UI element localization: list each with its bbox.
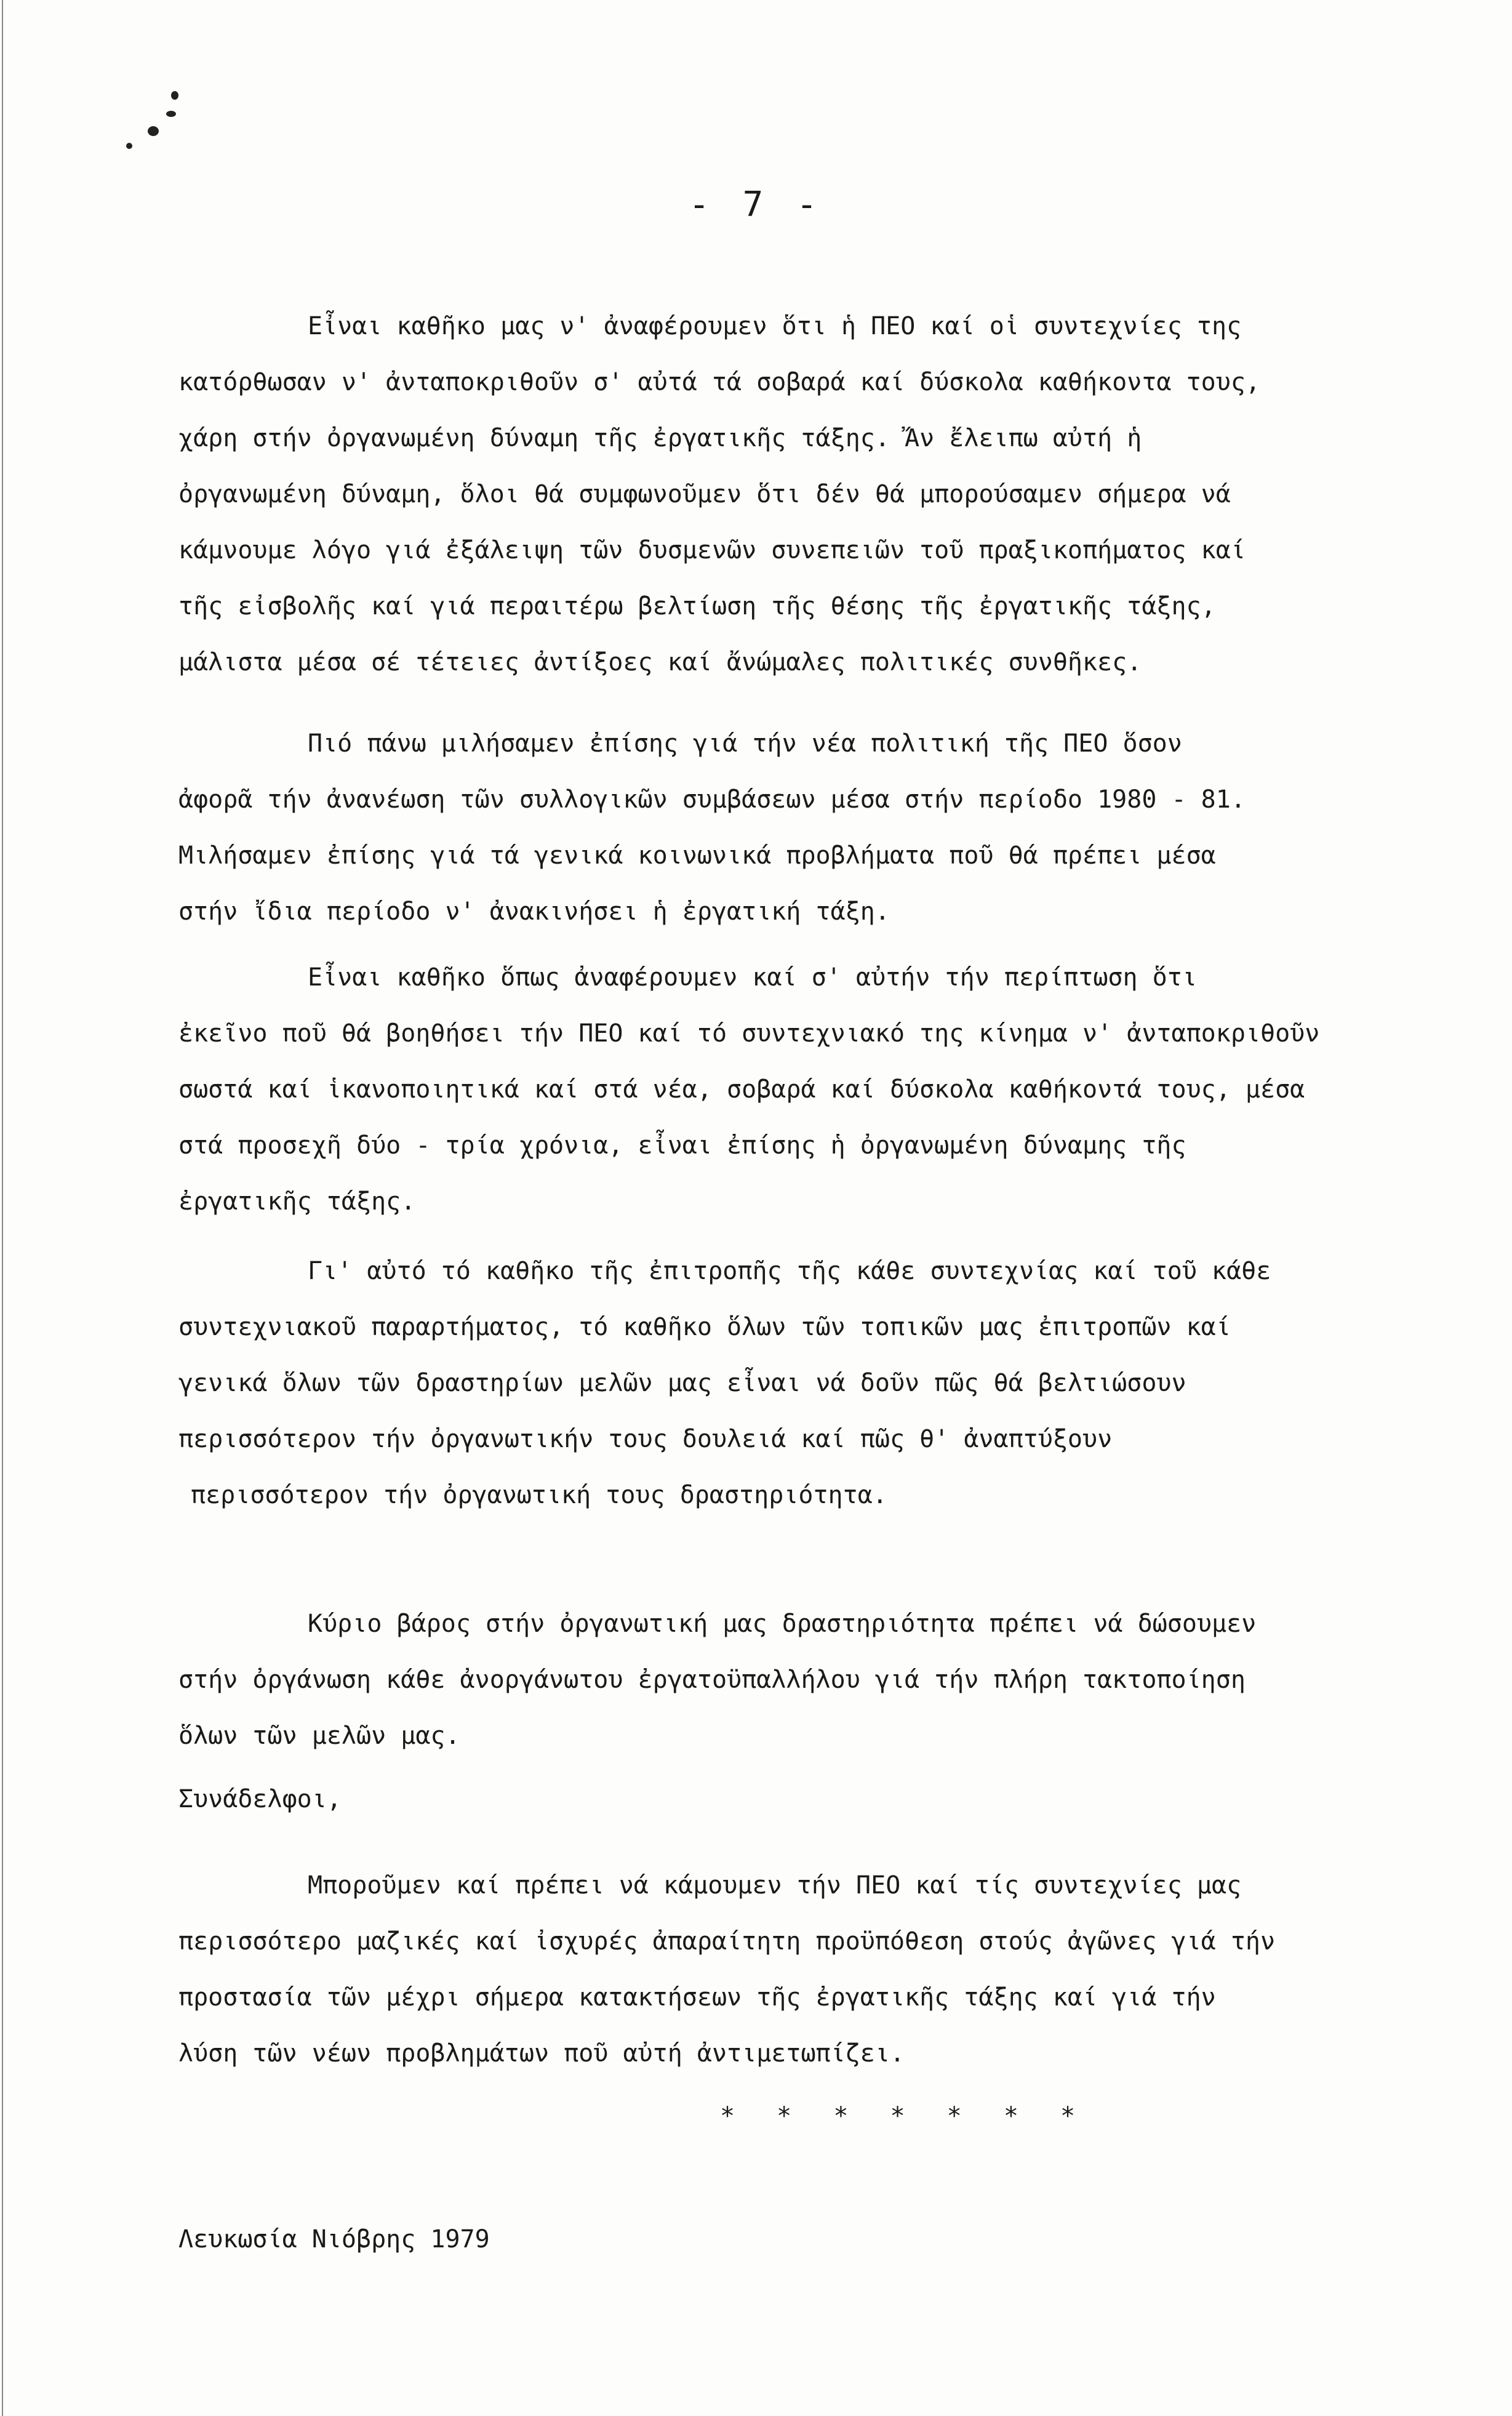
paragraph-5 [178, 1596, 1256, 1764]
text-line: Κύριο βάρος στήν ὀργανωτική μας δραστηριότητα πρέπει νά δώσουμεν [308, 1610, 1257, 1638]
text-line: σωστά καί ἱκανοποιητικά καί στά νέα, σοβαρά καί δύσκολα καθήκοντά τους, μέσα [178, 1075, 1305, 1104]
text-line: λύση τῶν νέων προβλημάτων ποῦ αὐτή ἀντιμετωπίζει. [178, 2039, 905, 2068]
text-line: γενικά ὅλων τῶν δραστηρίων μελῶν μας εἶναι νά δοῦν πῶς θά βελτιώσουν [178, 1369, 1186, 1397]
text-line: στήν ἴδια περίοδο ν' ἀνακινήσει ἡ ἐργατική τάξη. [178, 897, 890, 926]
text-line: χάρη στήν ὀργανωμένη δύναμη τῆς ἐργατικῆς τάξης. Ἄν ἔλειπω αὐτή ἡ [178, 424, 1142, 452]
page-number: - 7 - [689, 185, 823, 225]
text-line: κάμνουμε λόγο γιά ἐξάλειψη τῶν δυσμενῶν συνεπειῶν τοῦ πραξικοπήματος καί [178, 536, 1246, 564]
text-line: Γι' αὐτό τό καθῆκο τῆς ἐπιτροπῆς τῆς κάθε συντεχνίας καί τοῦ κάθε [308, 1257, 1271, 1285]
text-line: ἐργατικῆς τάξης. [178, 1187, 416, 1216]
text-line: ὅλων τῶν μελῶν μας. [178, 1722, 460, 1750]
paragraph-1 [178, 299, 1260, 691]
ink-mark [166, 111, 176, 117]
salutation-text: Συνάδελφοι, [178, 1785, 342, 1813]
text-line: Εἶναι καθῆκο μας ν' ἀναφέρουμεν ὅτι ἡ ΠΕΟ καί οἱ συντεχνίες της [308, 312, 1242, 340]
text-line: Πιό πάνω μιλήσαμεν ἐπίσης γιά τήν νέα πολιτική τῆς ΠΕΟ ὅσον [308, 729, 1182, 758]
paragraph-6 [178, 1858, 1275, 2082]
scan-edge-left [2, 0, 3, 2416]
text-line: στά προσεχῆ δύο - τρία χρόνια, εἶναι ἐπίσης ἡ ὀργανωμένη δύναμης τῆς [178, 1131, 1186, 1160]
text-line: ἐκεῖνο ποῦ θά βοηθήσει τήν ΠΕΟ καί τό συντεχνιακό της κίνημα ν' ἀνταποκριθοῦν [178, 1019, 1320, 1048]
text-line: Μποροῦμεν καί πρέπει νά κάμουμεν τήν ΠΕΟ καί τίς συντεχνίες μας [308, 1871, 1242, 1900]
ink-mark [126, 143, 132, 149]
ink-mark [171, 91, 178, 100]
text-line: κατόρθωσαν ν' ἀνταποκριθοῦν σ' αὐτά τά σοβαρά καί δύσκολα καθήκοντα τους, [178, 368, 1260, 396]
text-line: τῆς εἰσβολῆς καί γιά περαιτέρω βελτίωση τῆς θέσης τῆς ἐργατικῆς τάξης, [178, 592, 1216, 620]
paragraph-2 [178, 716, 1246, 940]
paragraph-4 [178, 1243, 1271, 1523]
place-date-footer: Λευκωσία Νιόβρης 1979 [178, 2225, 490, 2253]
salutation [178, 1772, 342, 1828]
text-line: προστασία τῶν μέχρι σήμερα κατακτήσεων τῆς ἐργατικῆς τάξης καί γιά τήν [178, 1983, 1216, 2012]
text-line: περισσότερον τήν ὀργανωτικήν τους δουλειά καί πῶς θ' ἀναπτύξουν [178, 1425, 1113, 1453]
text-line: συντεχνιακοῦ παραρτήματος, τό καθῆκο ὅλων τῶν τοπικῶν μας ἐπιτροπῶν καί [178, 1313, 1231, 1341]
text-line: μάλιστα μέσα σέ τέτειες ἀντίξοες καί ἄνώμαλες πολιτικές συνθῆκες. [178, 648, 1142, 676]
text-line: Εἶναι καθῆκο ὅπως ἀναφέρουμεν καί σ' αὐτήν τήν περίπτωση ὅτι [308, 963, 1197, 992]
text-line: περισσότερον τήν ὀργανωτική τους δραστηριότητα. [191, 1481, 887, 1509]
text-line: ἀφορᾶ τήν ἀνανέωση τῶν συλλογικῶν συμβάσεων μέσα στήν περίοδο 1980 - 81. [178, 785, 1246, 814]
text-line: Μιλήσαμεν ἐπίσης γιά τά γενικά κοινωνικά προβλήματα ποῦ θά πρέπει μέσα [178, 841, 1216, 870]
ink-mark [148, 126, 159, 136]
text-line: περισσότερο μαζικές καί ἰσχυρές ἀπαραίτητη προϋπόθεση στούς ἀγῶνες γιά τήν [178, 1927, 1276, 1956]
section-separator: * * * * * * * [720, 2102, 1089, 2130]
paragraph-3 [178, 950, 1319, 1230]
text-line: στήν ὀργάνωση κάθε ἀνοργάνωτου ἐργατοϋπαλλήλου γιά τήν πλήρη τακτοποίηση [178, 1666, 1246, 1694]
text-line: ὀργανωμένη δύναμη, ὅλοι θά συμφωνοῦμεν ὅτι δέν θά μπορούσαμεν σήμερα νά [178, 480, 1231, 508]
